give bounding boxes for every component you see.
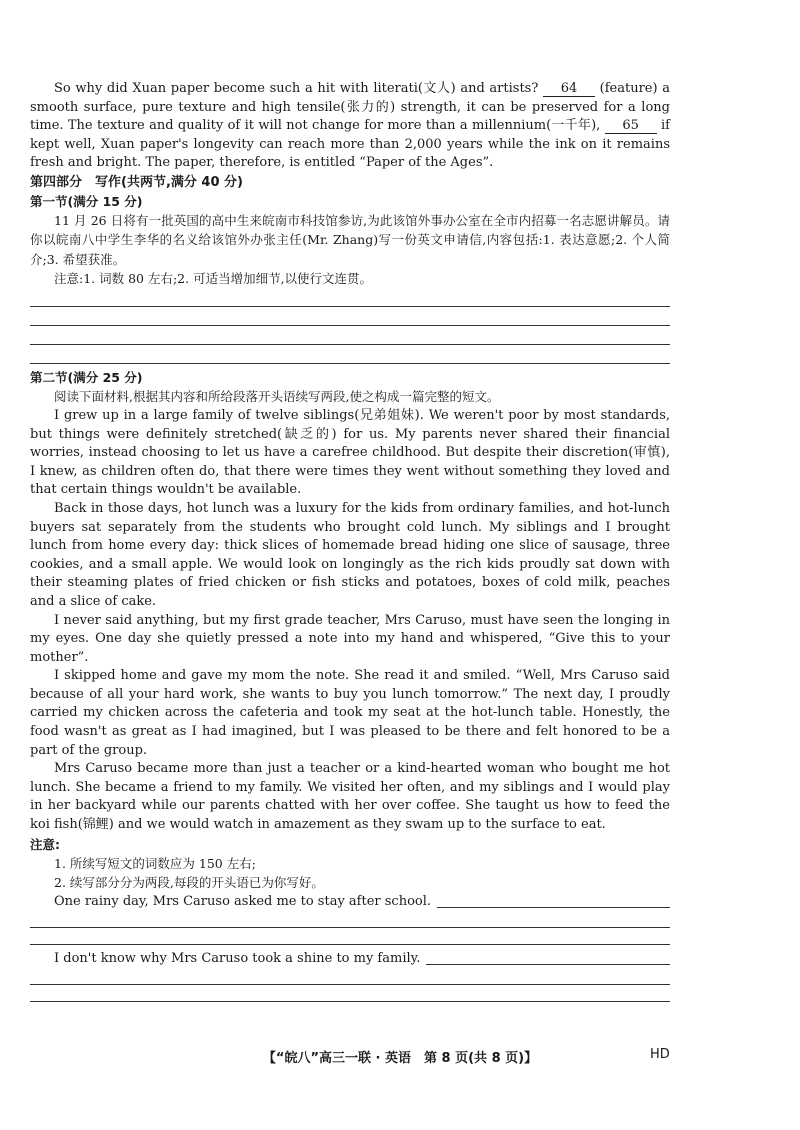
answer-line bbox=[30, 984, 670, 985]
continuation-start-2 bbox=[30, 949, 670, 968]
footer-page-info: 【“皖八”高三一联 · 英语 第 8 页(共 8 页)】 bbox=[262, 1051, 538, 1066]
section1-prompt: 11 月 26 日将有一批英国的高中生来皖南市科技馆参访,为此该馆外事办公室在全市内招募一名志愿讲解员。请你以皖南八中学生李华的名义给该馆外办张主任(Mr. Zhang)写一份英文申请信,内容包括:1. 表达意愿;2. 个人简介;3. 希望获准。 bbox=[30, 212, 670, 267]
blank-65: 65 bbox=[605, 118, 657, 134]
page-footer bbox=[0, 1047, 800, 1067]
answer-line bbox=[30, 1001, 670, 1002]
note-1: 1. 所续写短文的词数应为 150 左右; bbox=[54, 855, 256, 871]
answer-line bbox=[30, 944, 670, 945]
blank-64: 64 bbox=[543, 81, 595, 97]
answer-line bbox=[437, 907, 670, 908]
story-paragraph-5: Mrs Caruso became more than just a teacher or a kind-hearted woman who bought me hot lunch. She became a friend to my family. We visited her often, and my siblings and I would play in her backyard while our parents chatted with her over coffee. She taught us how to feed the koi fish(锦鲤) and we would watch in amazement as they swam up to the surface to eat. bbox=[30, 761, 670, 833]
note-2: 2. 续写部分分为两段,每段的开头语已为你写好。 bbox=[54, 874, 324, 890]
answer-line bbox=[30, 344, 670, 345]
section1-answer-lines bbox=[30, 306, 670, 364]
story-paragraph-4: I skipped home and gave my mom the note. She read it and smiled. “Well, Mrs Caruso said because of all your hard work, she wants to buy you lunch tomorrow.” The next day, I proudly carried my chicken across the cafeteria and took my seat at the hot-lunch table. Honestly, the food wasn't as great as I had imagined, but I was pleased to be there and felt honored to be a part of the group. bbox=[30, 668, 670, 758]
answer-line bbox=[30, 927, 670, 928]
notes-title: 注意: bbox=[30, 836, 60, 852]
section1-title: 第一节(满分 15 分) bbox=[30, 193, 143, 209]
answer-line bbox=[30, 325, 670, 326]
story-paragraph-1: I grew up in a large family of twelve siblings(兄弟姐妹). We weren't poor by most standards, but things were definitely stretched(缺乏的) for us. My parents never shared their financial worries, instead choosing to let us have a carefree childhood. But despite their discretion(审慎), I knew, as children often do, that there were times they went without something they loved and that certain things wouldn't be available. bbox=[30, 407, 670, 498]
section2-title: 第二节(满分 25 分) bbox=[30, 370, 143, 386]
answer-line bbox=[30, 363, 670, 364]
reading-text-part3: if kept well, Xuan paper's longevity can reach more than 2,000 years while the ink on it remains fresh and bright. The paper, therefore, is entitled “Paper of the Ages”. bbox=[30, 118, 670, 171]
part4-title: 第四部分 写作(共两节,满分 40 分) bbox=[30, 174, 243, 190]
continuation-start-1 bbox=[30, 892, 670, 911]
section1-note: 注意:1. 词数 80 左右;2. 可适当增加细节,以使行文连贯。 bbox=[54, 271, 373, 287]
story-paragraph-2: Back in those days, hot lunch was a luxury for the kids from ordinary families, and hot-lunch buyers sat separately from the students who brought cold lunch. My siblings and I brought lunch from home every day: thick slices of homemade bread hiding one slice of sausage, three cookies, and a small apple. We would look on longingly as the rich kids proudly sat down with their steaming plates of fried chicken or fish sticks and potatoes, boxes of cold milk, peaches and a slice of cake. bbox=[30, 500, 670, 609]
story-paragraph-3: I never said anything, but my first grade teacher, Mrs Caruso, must have seen the longing in my eyes. One day she quietly pressed a note into my hand and whispered, “Give this to your mother”. bbox=[30, 612, 670, 665]
answer-line bbox=[426, 964, 670, 965]
footer-code: HD bbox=[650, 1047, 670, 1062]
section2-prompt: 阅读下面材料,根据其内容和所给段落开头语续写两段,使之构成一篇完整的短文。 bbox=[54, 389, 500, 405]
continuation-opening-2: I don't know why Mrs Caruso took a shine to my family. bbox=[54, 950, 421, 966]
reading-paragraph bbox=[30, 80, 670, 173]
reading-text-part2: (feature) a smooth surface, pure texture and high tensile(张力的) strength, it can be preserved for a long time. The texture and quality of it will not change for more than a millennium(一千年), bbox=[30, 81, 670, 134]
exam-page bbox=[30, 80, 670, 1002]
continuation-opening-1: One rainy day, Mrs Caruso asked me to stay after school. bbox=[54, 893, 432, 909]
answer-line bbox=[30, 306, 670, 307]
reading-text-part1: So why did Xuan paper become such a hit with literati(文人) and artists? bbox=[54, 81, 539, 96]
